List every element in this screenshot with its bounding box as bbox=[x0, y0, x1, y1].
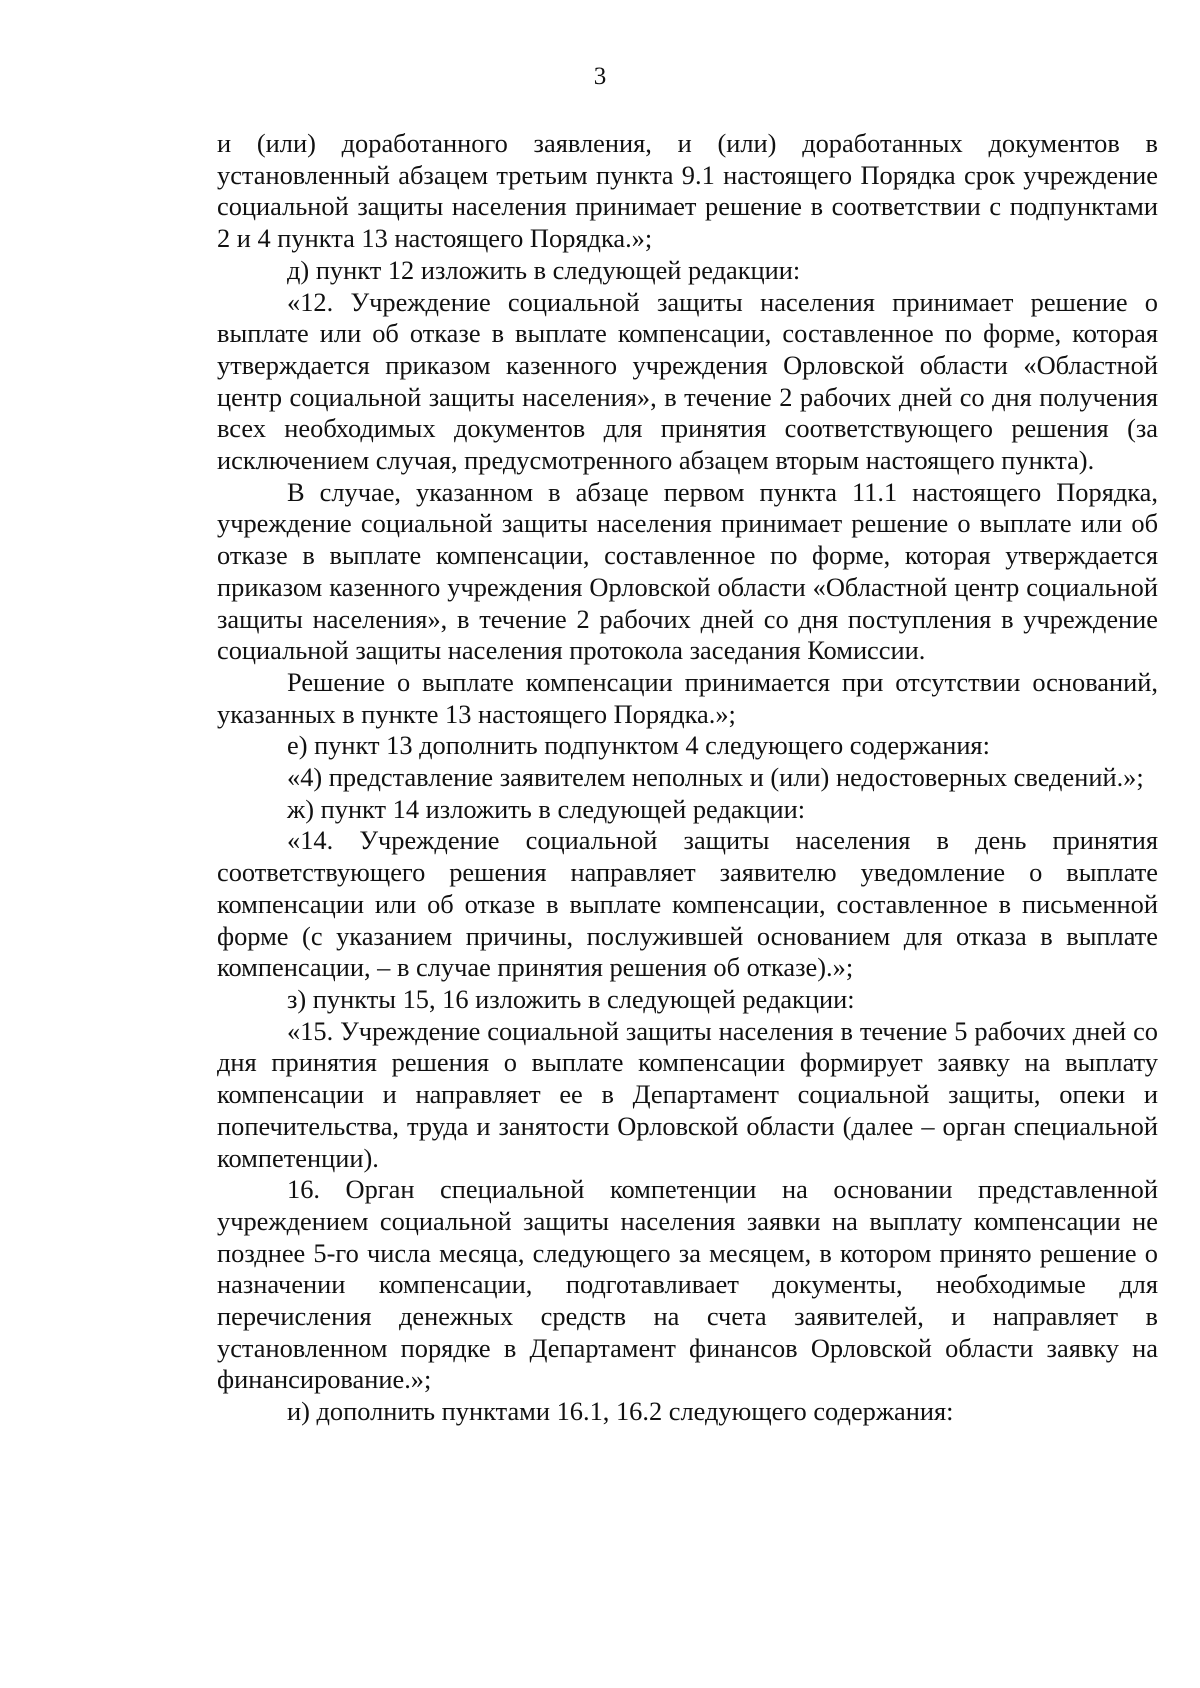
paragraph-point-12-decision: Решение о выплате компенсации принимается при отсутствии оснований, указанных в пункте 13 настоящего Порядка.»; bbox=[217, 666, 1158, 729]
paragraph-point-15: «15. Учреждение социальной защиты населения в течение 5 рабочих дней со дня принятия решения о выплате компенсации формирует заявку на выплату компенсации и направляет ее в Департамент социальной защиты, опеки и попечительства, труда и занятости Орловской области (далее – орган специальной компетенции). bbox=[217, 1015, 1158, 1173]
paragraph-item-e: е) пункт 13 дополнить подпунктом 4 следующего содержания: bbox=[287, 730, 990, 761]
paragraph-point-14: «14. Учреждение социальной защиты населения в день принятия соответствующего решения направляет заявителю уведомление о выплате компенсации или об отказе в выплате компенсации, составленное в письменной форме (с указанием причины, послужившей основанием для отказа в выплате компенсации, – в случае принятия решения об отказе).»; bbox=[217, 825, 1158, 983]
page-number: 3 bbox=[593, 63, 607, 90]
paragraph-point-12: «12. Учреждение социальной защиты населения принимает решение о выплате или об отказе в выплате компенсации, составленное по форме, которая утверждается приказом казенного учреждения Орловской области «Областной центр социальной защиты населения», в течение 2 рабочих дней со дня получения всех необходимых документов для принятия соответствующего решения (за исключением случая, предусмотренного абзацем вторым настоящего пункта). bbox=[217, 286, 1158, 476]
paragraph-point-12-case: В случае, указанном в абзаце первом пункта 11.1 настоящего Порядка, учреждение социальной защиты населения принимает решение о выплате или об отказе в выплате компенсации, составленное по форме, которая утверждается приказом казенного учреждения Орловской области «Областной центр социальной защиты населения», в течение 2 рабочих дней со дня поступления в учреждение социальной защиты населения протокола заседания Комиссии. bbox=[217, 476, 1158, 666]
paragraph-item-d: д) пункт 12 изложить в следующей редакции: bbox=[287, 254, 801, 285]
paragraph-item-z: з) пункты 15, 16 изложить в следующей редакции: bbox=[287, 983, 855, 1014]
document-body bbox=[217, 128, 1158, 1428]
paragraph-item-i: и) дополнить пунктами 16.1, 16.2 следующего содержания: bbox=[287, 1396, 954, 1427]
paragraph-continuation: и (или) доработанного заявления, и (или) доработанных документов в установленный абзацем третьим пункта 9.1 настоящего Порядка срок учреждение социальной защиты населения принимает решение в соответствии с подпунктами 2 и 4 пункта 13 настоящего Порядка.»; bbox=[217, 128, 1158, 254]
paragraph-item-zh: ж) пункт 14 изложить в следующей редакции: bbox=[287, 793, 806, 824]
paragraph-point-16: 16. Орган специальной компетенции на основании представленной учреждением социальной защиты населения заявки на выплату компенсации не позднее 5-го числа месяца, следующего за месяцем, в котором принято решение о назначении компенсации, подготавливает документы, необходимые для перечисления денежных средств на счета заявителей, и направляет в установленном порядке в Департамент финансов Орловской области заявку на финансирование.»; bbox=[217, 1174, 1158, 1395]
paragraph-subpoint-4: «4) представление заявителем неполных и (или) недостоверных сведений.»; bbox=[287, 762, 1144, 793]
